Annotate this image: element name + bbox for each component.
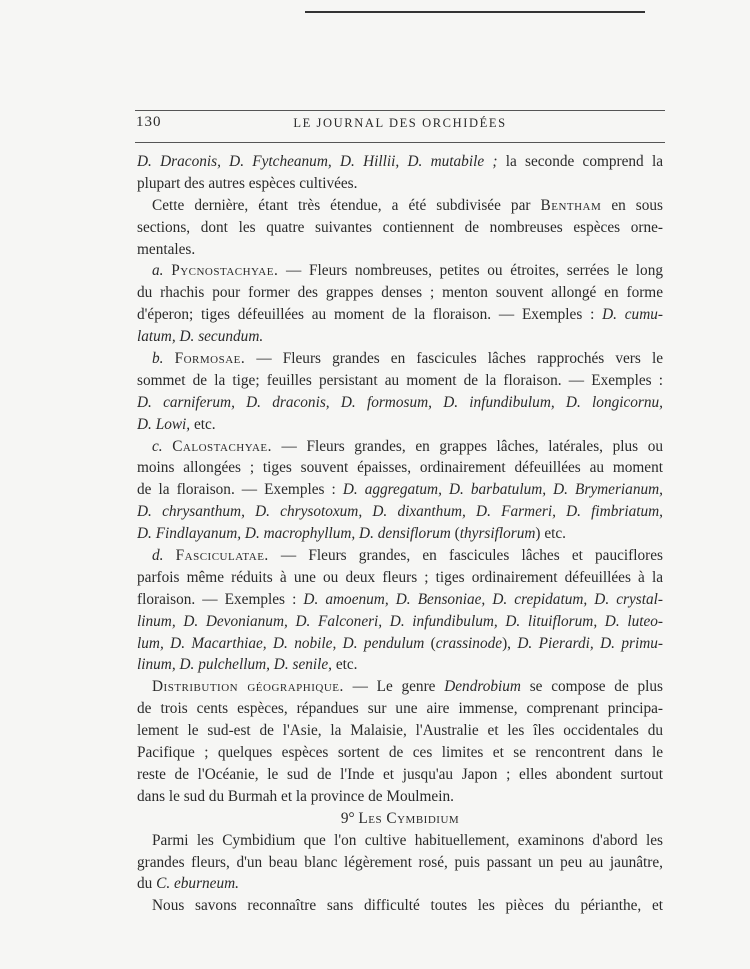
text-run: parfois même réduits à une ou deux fleurs ; tiges ordinairement défeuillées à la xyxy=(137,568,663,586)
header-bottom-rule xyxy=(135,142,665,143)
text-line xyxy=(137,742,663,764)
italic-text: D. chrysanthum, D. chrysotoxum, D. dixanthum, D. Farmeri, D. fimbriatum, xyxy=(137,503,663,521)
italic-text: lum, D. Macarthiae, D. nobile, D. pendulum xyxy=(137,634,431,652)
text-line xyxy=(137,195,663,217)
text-run: de la floraison. — Exemples : xyxy=(137,481,343,499)
italic-text: D. Draconis, D. Fytcheanum, D. Hillii, D. mutabile ; xyxy=(137,153,506,170)
text-line xyxy=(137,567,663,589)
text-run: dans le sud du Burmah et la province de Moulmein. xyxy=(137,787,454,805)
text-line xyxy=(137,611,663,633)
small-caps-text: Formosae. xyxy=(174,350,246,368)
text-line xyxy=(137,895,663,917)
text-run: reste de l'Océanie, le sud de l'Inde et jusqu'au Japon ; elles abondent surtout xyxy=(137,765,663,783)
text-run: ), xyxy=(502,634,518,652)
italic-text: latum, D. secundum. xyxy=(137,328,264,346)
text-run: la seconde comprend la xyxy=(505,153,663,170)
text-run: sections, dont les quatre suivantes contiennent de nombreuses espèces orne- xyxy=(137,218,663,236)
text-run: du xyxy=(137,875,157,893)
text-line xyxy=(137,852,663,874)
text-line xyxy=(137,239,663,261)
italic-text: a. xyxy=(152,262,172,280)
small-caps-text: Fasciculatae. xyxy=(175,547,269,565)
scan-edge-mark xyxy=(305,11,645,13)
text-line xyxy=(137,392,663,414)
text-run: grandes fleurs, d'un beau blanc légèrement rosé, puis passant un peu au jaunâtre, xyxy=(137,853,663,871)
text-line xyxy=(137,260,663,282)
text-run: mentales. xyxy=(137,240,196,258)
text-run: d'éperon; tiges défeuillées au moment de la floraison. — Exemples : xyxy=(137,306,603,324)
text-run: Nous savons reconnaître sans difficulté toutes les pièces du périanthe, et xyxy=(152,897,663,915)
text-line xyxy=(137,830,663,852)
text-run: — Fleurs nombreuses, petites ou étroites, serrées le long xyxy=(278,262,663,280)
italic-text: D. aggregatum, D. barbatulum, D. Brymerianum, xyxy=(342,481,663,499)
italic-text: C. eburneum. xyxy=(156,875,239,893)
text-line xyxy=(137,217,663,239)
small-caps-text: Distribution géographique. xyxy=(152,678,344,696)
text-line xyxy=(137,457,663,479)
small-caps-text: Pycnostachyae. xyxy=(171,262,279,280)
text-line xyxy=(137,173,663,195)
italic-text: D. Findlayanum, D. macrophyllum, D. densiflorum xyxy=(137,525,455,543)
text-run: plupart des autres espèces cultivées. xyxy=(137,174,358,192)
italic-text: D. Pierardi, D. primu- xyxy=(517,634,663,652)
text-line xyxy=(137,348,663,370)
text-line xyxy=(137,326,663,348)
text-run: — Fleurs grandes en fascicules lâches rapprochés vers le xyxy=(245,350,663,368)
text-line xyxy=(137,873,663,895)
text-run: lement le sud-est de l'Asie, la Malaisie, l'Australie et les îles occidentales du xyxy=(137,722,663,740)
text-run: de trois cents espèces, répandues sur une aire immense, comprenant principa- xyxy=(137,700,663,718)
text-run: floraison. — Exemples : xyxy=(137,590,304,608)
text-line xyxy=(137,676,663,698)
italic-text: c. xyxy=(152,437,173,455)
page-number: 130 xyxy=(136,114,162,130)
text-line xyxy=(137,370,663,392)
text-line xyxy=(137,654,663,676)
italic-text: linum, D. pulchellum, D. senile, xyxy=(137,656,336,674)
italic-text: D. Lowi, xyxy=(137,415,194,433)
text-run: etc. xyxy=(335,656,358,674)
text-run: en sous xyxy=(601,196,663,214)
running-title: LE JOURNAL DES ORCHIDÉES xyxy=(293,116,507,130)
text-line xyxy=(137,589,663,611)
text-run: moins allongées ; tiges souvent épaisses, ordinairement défeuillées au moment xyxy=(137,459,663,477)
text-line xyxy=(137,545,663,567)
text-run: ( xyxy=(454,525,460,543)
text-run: du rhachis pour former des grappes denses ; menton souvent allongé en forme xyxy=(137,284,663,302)
italic-text: D. carniferum, D. draconis, D. formosum, D. infundibulum, D. longicornu, xyxy=(137,393,663,411)
italic-text: linum, D. Devonianum, D. Falconeri, D. infundibulum, D. lituiflorum, D. luteo- xyxy=(137,612,663,630)
text-run: sommet de la tige; feuilles persistant au moment de la floraison. — Exemples : xyxy=(137,371,663,389)
small-caps-text: Calostachyae. xyxy=(172,437,272,455)
text-line xyxy=(137,501,663,523)
text-line xyxy=(137,786,663,808)
text-line xyxy=(137,633,663,655)
text-line xyxy=(137,698,663,720)
text-run: — Fleurs grandes, en grappes lâches, latérales, plus ou xyxy=(271,437,663,455)
text-run: se compose de plus xyxy=(520,678,663,696)
header-top-rule xyxy=(135,110,665,111)
text-line xyxy=(137,720,663,742)
text-run: Parmi les Cymbidium que l'on cultive habituellement, examinons d'abord les xyxy=(152,831,663,849)
italic-text: D. cumu- xyxy=(602,306,663,324)
text-run: Pacifique ; quelques espèces sortent de ces limites et se rencontrent dans le xyxy=(137,744,663,762)
text-run: etc. xyxy=(193,415,216,433)
italic-text: crassinode xyxy=(435,634,503,652)
text-line xyxy=(137,436,663,458)
italic-text: b. xyxy=(152,350,175,368)
text-run: — Fleurs grandes, en fascicules lâches et pauciflores xyxy=(268,547,663,565)
italic-text: thyrsiflorum xyxy=(459,525,536,543)
section-heading xyxy=(137,808,663,830)
text-line xyxy=(137,414,663,436)
italic-text: Dendrobium xyxy=(444,678,521,696)
text-run: ( xyxy=(430,634,436,652)
small-caps-text: Les Cymbidium xyxy=(358,809,460,827)
text-line xyxy=(137,764,663,786)
italic-text: d. xyxy=(152,547,176,565)
text-run: — Le genre xyxy=(343,678,445,696)
text-run: ) etc. xyxy=(535,525,566,543)
text-line xyxy=(137,523,663,545)
italic-text: D. amoenum, D. Bensoniae, D. crepidatum, D. crystal- xyxy=(303,590,663,608)
small-caps-text: Bentham xyxy=(540,196,602,214)
text-line xyxy=(137,304,663,326)
text-run: Cette dernière, étant très étendue, a été subdivisée par xyxy=(152,196,541,214)
text-line xyxy=(137,479,663,501)
text-line xyxy=(137,282,663,304)
text-line xyxy=(137,151,663,173)
text-run: 9° xyxy=(340,809,359,827)
page-body-text xyxy=(137,151,663,917)
